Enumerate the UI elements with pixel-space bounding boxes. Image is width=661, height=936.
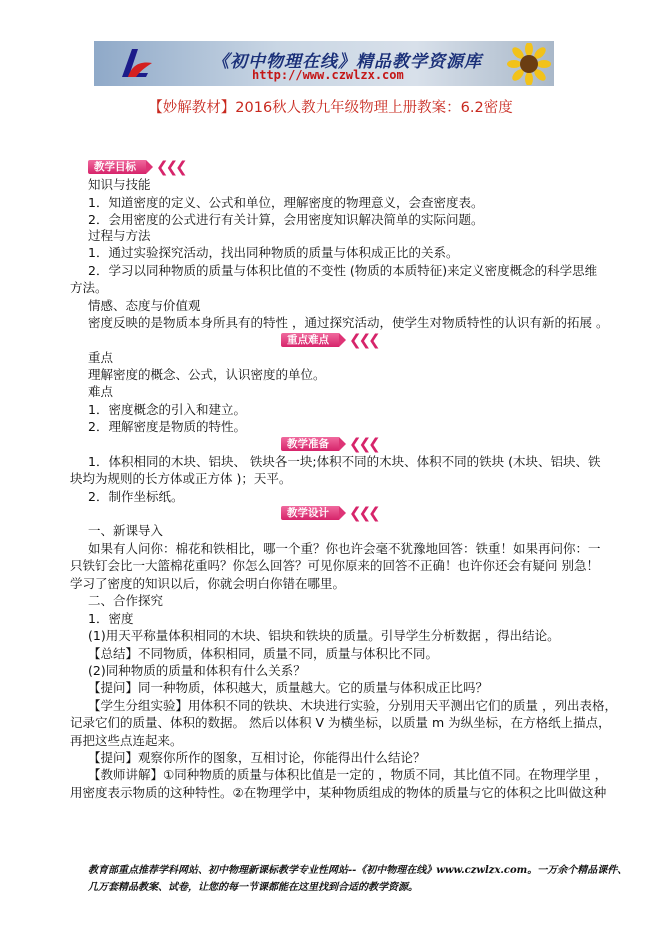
section-badge-preparation bbox=[281, 437, 378, 451]
text-line: 【学生分组实验】用体积不同的铁块、木块进行实验，分别用天平测出它们的质量 ，列出表格， bbox=[88, 698, 617, 713]
text-line: 再把这些点连起来。 bbox=[70, 733, 183, 748]
section-label: 重点难点 bbox=[281, 333, 339, 347]
sunflower-icon bbox=[506, 43, 552, 85]
text-line: 1．密度 bbox=[88, 611, 134, 626]
text-line: 记录它们的质量、体积的数据。 然后以体积 V 为横坐标，以质量 m 为纵坐标，在方格纸上描点， bbox=[70, 715, 611, 730]
section-label: 教学准备 bbox=[281, 437, 339, 451]
text-line: 如果有人问你：棉花和铁相比，哪一个重？你也许会毫不犹豫地回答：铁重！如果再问你：一 bbox=[88, 541, 601, 556]
footer-line: 教育部重点推荐学科网站、初中物理新课标教学专业性网站--《初中物理在线》www.czwlzx.com。一万余个精品课件、 bbox=[88, 865, 628, 876]
document-title: 【妙解教材】2016秋人教九年级物理上册教案：6.2密度 bbox=[148, 100, 513, 116]
text-line: 1．密度概念的引入和建立。 bbox=[88, 402, 246, 417]
text-line: 2．理解密度是物质的特性。 bbox=[88, 419, 246, 434]
text-line: 二、合作探究 bbox=[88, 593, 164, 608]
chevron-left-icon: ❮❮❮ bbox=[156, 158, 185, 176]
section-label: 教学目标 bbox=[88, 160, 146, 174]
banner-url[interactable]: http://www.czwlzx.com bbox=[252, 68, 404, 82]
banner-title: 《初中物理在线》精品教学资源库 bbox=[212, 52, 482, 72]
page-footer bbox=[88, 862, 627, 896]
text-line: 难点 bbox=[88, 384, 114, 399]
section-label: 教学设计 bbox=[281, 506, 339, 520]
text-line: 方法。 bbox=[70, 280, 108, 295]
text-line: 1．体积相同的木块、铝块、 铁块各一块;体积不同的木块、体积不同的铁块 (木块、铝块、铁 bbox=[88, 454, 601, 469]
text-line: 只铁钉会比一大篮棉花重吗？你怎么回答？可见你原来的回答不正确！也许你还会有疑问 别急！ bbox=[70, 558, 599, 573]
footer-line: 几万套精品教案、试卷，让您的每一节课都能在这里找到合适的教学资源。 bbox=[88, 882, 418, 893]
text-line: 理解密度的概念、公式，认识密度的单位。 bbox=[88, 367, 326, 382]
text-line: 情感、态度与价值观 bbox=[88, 298, 201, 313]
chevron-left-icon: ❮❮❮ bbox=[349, 435, 378, 453]
text-line: (1)用天平称量体积相同的木块、铝块和铁块的质量。引导学生分析数据 ，得出结论。 bbox=[88, 628, 560, 643]
text-line: 块均为规则的长方体或正方体 )；天平。 bbox=[70, 471, 292, 486]
text-line: 知识与技能 bbox=[88, 177, 151, 192]
text-line: 用密度表示物质的这种特性。②在物理学中，某种物质组成的物体的质量与它的体积之比叫做这种 bbox=[70, 785, 607, 800]
text-line: 1．知道密度的定义、公式和单位，理解密度的物理意义，会查密度表。 bbox=[88, 195, 484, 210]
text-line: 1．通过实验探究活动，找出同种物质的质量与体积成正比的关系。 bbox=[88, 245, 459, 260]
text-line: 重点 bbox=[88, 350, 114, 365]
header-banner bbox=[94, 41, 554, 86]
text-line: 密度反映的是物质本身所具有的特性 ，通过探究活动，使学生对物质特性的认识有新的拓展 。 bbox=[88, 315, 609, 330]
text-line: 一、新课导入 bbox=[88, 523, 164, 538]
text-line: 【提问】同一种物质，体积越大，质量越大。它的质量与体积成正比吗？ bbox=[88, 680, 489, 695]
site-logo bbox=[118, 47, 158, 81]
text-line: 2．会用密度的公式进行有关计算，会用密度知识解决简单的实际问题。 bbox=[88, 212, 484, 227]
text-line: 过程与方法 bbox=[88, 228, 151, 243]
section-badge-design bbox=[281, 506, 378, 520]
text-line: 【提问】观察你所作的图象，互相讨论，你能得出什么结论？ bbox=[88, 750, 426, 765]
text-line: 【教师讲解】①同种物质的质量与体积比值是一定的 ，物质不同，其比值不同。在物理学里 ， bbox=[88, 767, 608, 782]
chevron-left-icon: ❮❮❮ bbox=[349, 504, 378, 522]
section-badge-key-points bbox=[281, 333, 378, 347]
chevron-left-icon: ❮❮❮ bbox=[349, 331, 378, 349]
text-line: 【总结】不同物质，体积相同，质量不同，质量与体积比不同。 bbox=[88, 646, 439, 661]
section-badge-objectives bbox=[88, 160, 185, 174]
text-line: 学习了密度的知识以后，你就会明白你错在哪里。 bbox=[70, 576, 346, 591]
text-line: 2．制作坐标纸。 bbox=[88, 489, 184, 504]
text-line: 2．学习以同种物质的质量与体积比值的不变性 (物质的本质特征)来定义密度概念的科学思维 bbox=[88, 263, 598, 278]
text-line: (2)同种物质的质量和体积有什么关系？ bbox=[88, 663, 306, 678]
